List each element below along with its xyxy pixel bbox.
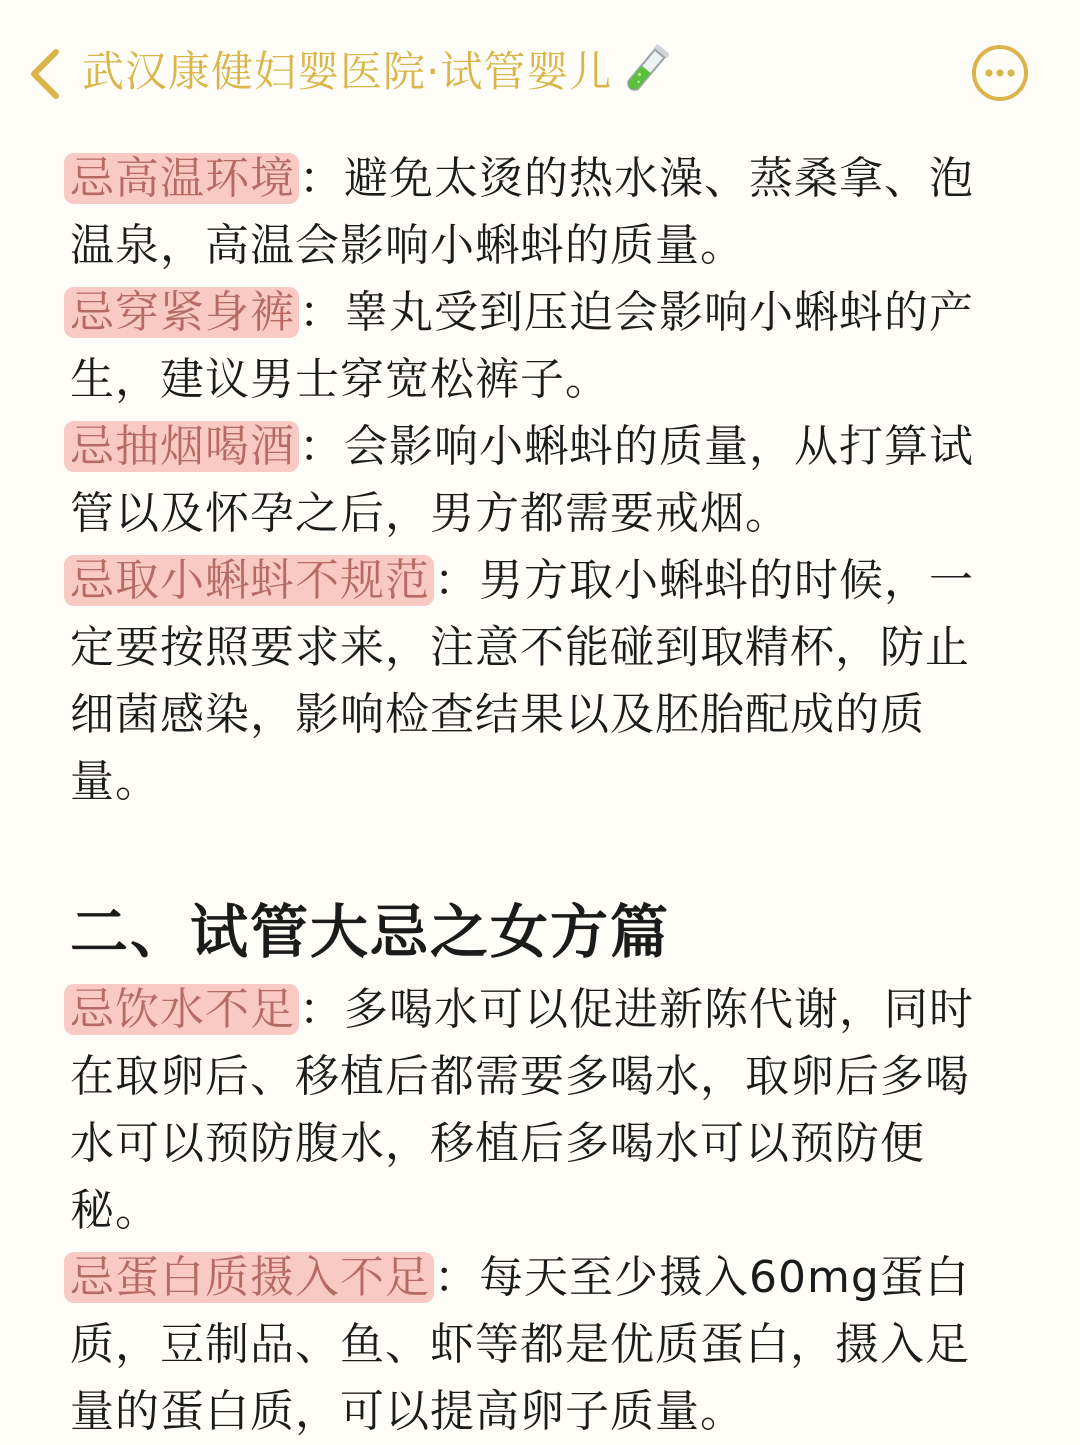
highlight-keyword: 忌高温环境 bbox=[70, 153, 299, 204]
paragraph-text: 会影响小蝌蚪的质量，从打算试管以及怀孕之后，男方都需要戒烟。 bbox=[70, 421, 974, 539]
paragraph-water-intake bbox=[70, 976, 1000, 1244]
keyword-colon: ： bbox=[299, 287, 344, 338]
section-heading: 二、试管大忌之女方篇 bbox=[70, 898, 671, 966]
paragraph-sample-collection bbox=[70, 547, 1000, 815]
highlight-keyword: 忌蛋白质摄入不足 bbox=[70, 1252, 434, 1303]
chevron-left-icon bbox=[22, 42, 74, 106]
top-bar bbox=[0, 0, 1080, 130]
keyword-colon: ： bbox=[299, 153, 344, 204]
keyword-colon: ： bbox=[434, 555, 479, 606]
paragraph-smoking-drinking bbox=[70, 413, 1000, 547]
article-body bbox=[70, 145, 1000, 1445]
keyword-colon: ： bbox=[299, 421, 344, 472]
more-button[interactable] bbox=[970, 43, 1030, 103]
paragraph-text: 每天至少摄入60mg蛋白质，豆制品、鱼、虾等都是优质蛋白，摄入足量的蛋白质，可以提高卵子质量。 bbox=[70, 1252, 970, 1437]
keyword-colon: ： bbox=[434, 1252, 479, 1303]
paragraph-text: 避免太烫的热水澡、蒸桑拿、泡温泉，高温会影响小蝌蚪的质量。 bbox=[70, 153, 974, 271]
highlight-keyword: 忌饮水不足 bbox=[70, 984, 299, 1035]
paragraph-high-temperature bbox=[70, 145, 1000, 279]
more-dots-icon bbox=[970, 43, 1030, 103]
back-button[interactable] bbox=[22, 42, 74, 106]
paragraph-protein-intake bbox=[70, 1244, 1000, 1445]
paragraph-text: 睾丸受到压迫会影响小蝌蚪的产生，建议男士穿宽松裤子。 bbox=[70, 287, 974, 405]
test-tube-icon bbox=[614, 40, 676, 102]
page-title bbox=[82, 40, 676, 104]
highlight-keyword: 忌抽烟喝酒 bbox=[70, 421, 299, 472]
paragraph-tight-pants bbox=[70, 279, 1000, 413]
paragraph-text: 多喝水可以促进新陈代谢，同时在取卵后、移植后都需要多喝水，取卵后多喝水可以预防腹水，移植后多喝水可以预防便秘。 bbox=[70, 984, 974, 1236]
section-spacer bbox=[70, 815, 1000, 896]
keyword-colon: ： bbox=[299, 984, 344, 1035]
highlight-keyword: 忌穿紧身裤 bbox=[70, 287, 299, 338]
page-title-text: 武汉康健妇婴医院·试管婴儿 bbox=[82, 47, 613, 96]
paragraph-text: 男方取小蝌蚪的时候，一定要按照要求来，注意不能碰到取精杯，防止细菌感染，影响检查结果以及胚胎配成的质量。 bbox=[70, 555, 974, 807]
highlight-keyword: 忌取小蝌蚪不规范 bbox=[70, 555, 434, 606]
